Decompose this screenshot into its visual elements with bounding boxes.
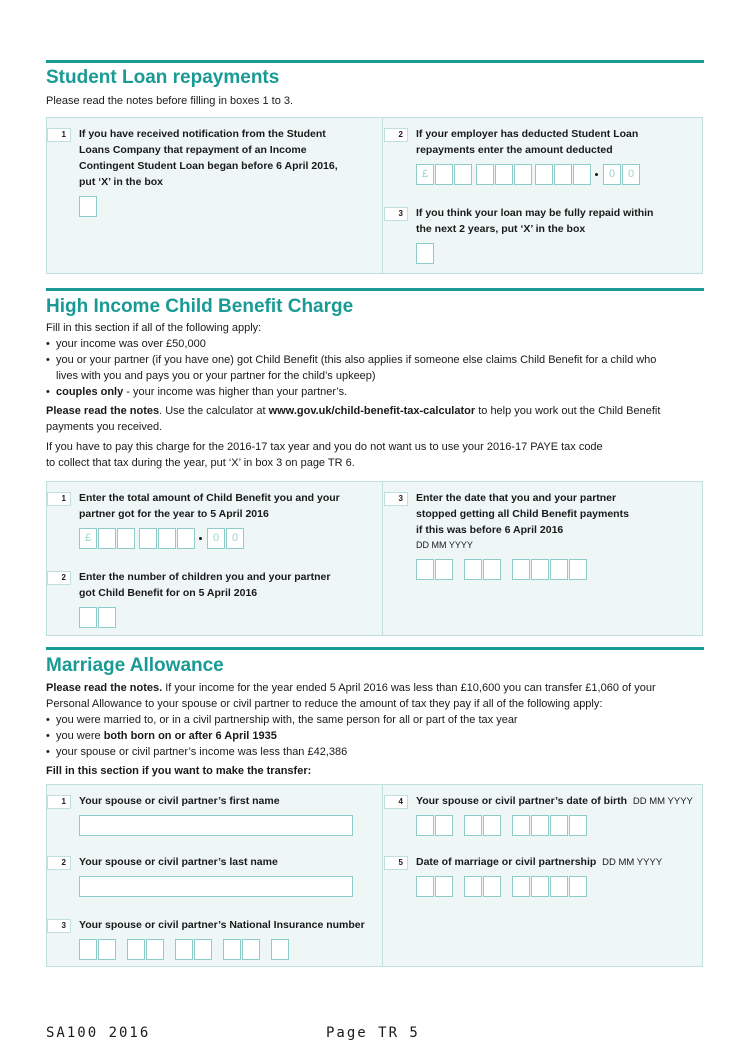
first-name-field[interactable] [79, 815, 353, 836]
amount-digit-box[interactable]: £ [416, 164, 434, 185]
box-number: 3 [47, 919, 71, 933]
page-number: Page TR 5 [326, 1025, 420, 1041]
hicbc-notes: Please read the notes. Use the calculator at www.gov.uk/child-benefit-tax-calculator to help you work out the Child Benefit [46, 405, 661, 417]
marriage-bullet: • your spouse or civil partner’s income was less than £42,386 [46, 744, 347, 760]
decimal-point [595, 173, 598, 176]
pence-box: 0 [226, 528, 244, 549]
date-year-box[interactable] [569, 876, 587, 897]
section-rule [46, 60, 704, 63]
marriage-intro: Please read the notes. If your income for the year ended 5 April 2016 was less than £10,600 you can transfer £1,060 of your [46, 682, 656, 694]
date-year-box[interactable] [569, 815, 587, 836]
ni-char-box[interactable] [194, 939, 212, 960]
date-day-box[interactable] [435, 815, 453, 836]
student-loan-q3-label: If you think your loan may be fully repaid within the next 2 years, put ‘X’ in the box [416, 207, 654, 235]
marriage-heading: Marriage Allowance [46, 655, 224, 676]
ni-char-box[interactable] [79, 939, 97, 960]
date-year-box[interactable] [512, 815, 530, 836]
marriage-intro-continued: Personal Allowance to your spouse or civil partner to reduce the amount of tax they pay if all of the following apply: [46, 698, 603, 710]
date-month-box[interactable] [483, 876, 501, 897]
box-number: 1 [47, 492, 71, 506]
hicbc-q2-label: Enter the number of children you and your partner got Child Benefit for on 5 April 2016 [79, 571, 331, 599]
student-loan-q2-label: If your employer has deducted Student Loan repayments enter the amount deducted [416, 128, 639, 156]
hicbc-q3-label: Enter the date that you and your partner stopped getting all Child Benefit payments if this was before 6 April 2016 DD MM YYYY [416, 492, 629, 550]
column-divider [382, 481, 383, 636]
amount-digit-box[interactable] [454, 164, 472, 185]
date-month-box[interactable] [464, 815, 482, 836]
ni-number-label: Your spouse or civil partner’s National Insurance number [79, 919, 365, 931]
marriage-bullet: • you were both born on or after 6 April 1935 [46, 728, 277, 744]
hicbc-bullet: • you or your partner (if you have one) got Child Benefit (this also applies if someone else claims Child Benefit for a child who [46, 352, 656, 368]
column-divider [382, 117, 383, 274]
date-month-box[interactable] [464, 559, 482, 580]
box-number: 1 [47, 795, 71, 809]
box-number: 2 [47, 571, 71, 585]
box-number: 1 [47, 128, 71, 142]
amount-digit-box[interactable] [98, 528, 116, 549]
section-rule [46, 288, 704, 291]
box-number: 5 [384, 856, 408, 870]
ni-char-box[interactable] [127, 939, 145, 960]
date-month-box[interactable] [464, 876, 482, 897]
date-year-box[interactable] [531, 876, 549, 897]
student-loan-intro: Please read the notes before filling in boxes 1 to 3. [46, 95, 294, 107]
box-number: 3 [384, 492, 408, 506]
hicbc-intro: Fill in this section if all of the following apply: [46, 322, 262, 334]
amount-digit-box[interactable] [177, 528, 195, 549]
last-name-field[interactable] [79, 876, 353, 897]
pence-box: 0 [622, 164, 640, 185]
ni-char-box[interactable] [242, 939, 260, 960]
box-number: 2 [47, 856, 71, 870]
marriage-date-label: Date of marriage or civil partnership DD MM YYYY [416, 856, 663, 868]
box-number: 4 [384, 795, 408, 809]
hicbc-paye: If you have to pay this charge for the 2016-17 tax year and you do not want us to use your 2016-17 PAYE tax code [46, 441, 603, 453]
amount-digit-box[interactable] [514, 164, 532, 185]
amount-digit-box[interactable] [535, 164, 553, 185]
amount-digit-box[interactable] [495, 164, 513, 185]
date-format-hint: DD MM YYYY [416, 540, 473, 550]
amount-digit-box[interactable] [139, 528, 157, 549]
hicbc-heading: High Income Child Benefit Charge [46, 296, 354, 317]
pence-box: 0 [603, 164, 621, 185]
spouse-dob-label: Your spouse or civil partner’s date of birth DD MM YYYY [416, 795, 693, 807]
date-year-box[interactable] [550, 876, 568, 897]
amount-digit-box[interactable] [117, 528, 135, 549]
decimal-point [199, 537, 202, 540]
hicbc-paye-continued: to collect that tax during the year, put ‘X’ in box 3 on page TR 6. [46, 457, 355, 469]
date-day-box[interactable] [416, 815, 434, 836]
first-name-label: Your spouse or civil partner’s first name [79, 795, 280, 807]
amount-digit-box[interactable] [476, 164, 494, 185]
ni-char-box[interactable] [223, 939, 241, 960]
date-year-box[interactable] [531, 815, 549, 836]
column-divider [382, 784, 383, 967]
date-day-box[interactable] [416, 876, 434, 897]
hicbc-notes-continued: payments you received. [46, 421, 163, 433]
date-year-box[interactable] [569, 559, 587, 580]
hicbc-bullet-continued: lives with you and pays you or your partner for the child’s upkeep) [56, 370, 376, 382]
date-year-box[interactable] [550, 559, 568, 580]
date-day-box[interactable] [416, 559, 434, 580]
amount-digit-box[interactable] [573, 164, 591, 185]
form-reference: SA100 2016 [46, 1025, 151, 1041]
hicbc-bullet: • couples only - your income was higher than your partner’s. [46, 384, 347, 400]
date-day-box[interactable] [435, 559, 453, 580]
ni-char-box[interactable] [146, 939, 164, 960]
loan-repaid-checkbox[interactable] [416, 243, 434, 264]
children-digit-box[interactable] [98, 607, 116, 628]
marriage-fill-in: Fill in this section if you want to make the transfer: [46, 765, 312, 777]
ni-char-box[interactable] [175, 939, 193, 960]
hicbc-q1-label: Enter the total amount of Child Benefit you and your partner got for the year to 5 April 2016 [79, 492, 340, 520]
amount-digit-box[interactable] [554, 164, 572, 185]
student-loan-q1-label: If you have received notification from the Student Loans Company that repayment of an Income Contingent Student Loan began before 6 April 2016, put ‘X’ in the box [79, 128, 338, 188]
last-name-label: Your spouse or civil partner’s last name [79, 856, 278, 868]
amount-digit-box[interactable] [158, 528, 176, 549]
date-month-box[interactable] [483, 815, 501, 836]
ni-char-box[interactable] [271, 939, 289, 960]
date-day-box[interactable] [435, 876, 453, 897]
pence-box: 0 [207, 528, 225, 549]
box-number: 2 [384, 128, 408, 142]
date-year-box[interactable] [531, 559, 549, 580]
ni-char-box[interactable] [98, 939, 116, 960]
date-year-box[interactable] [512, 559, 530, 580]
box-number: 3 [384, 207, 408, 221]
student-loan-heading: Student Loan repayments [46, 67, 280, 88]
calculator-link[interactable]: www.gov.uk/child-benefit-tax-calculator [268, 405, 476, 417]
date-year-box[interactable] [550, 815, 568, 836]
hicbc-bullet: • your income was over £50,000 [46, 336, 206, 352]
children-digit-box[interactable] [79, 607, 97, 628]
amount-digit-box[interactable]: £ [79, 528, 97, 549]
marriage-bullet: • you were married to, or in a civil partnership with, the same person for all or part of the tax year [46, 712, 518, 728]
student-loan-checkbox[interactable] [79, 196, 97, 217]
date-year-box[interactable] [512, 876, 530, 897]
amount-digit-box[interactable] [435, 164, 453, 185]
section-rule [46, 647, 704, 650]
date-month-box[interactable] [483, 559, 501, 580]
